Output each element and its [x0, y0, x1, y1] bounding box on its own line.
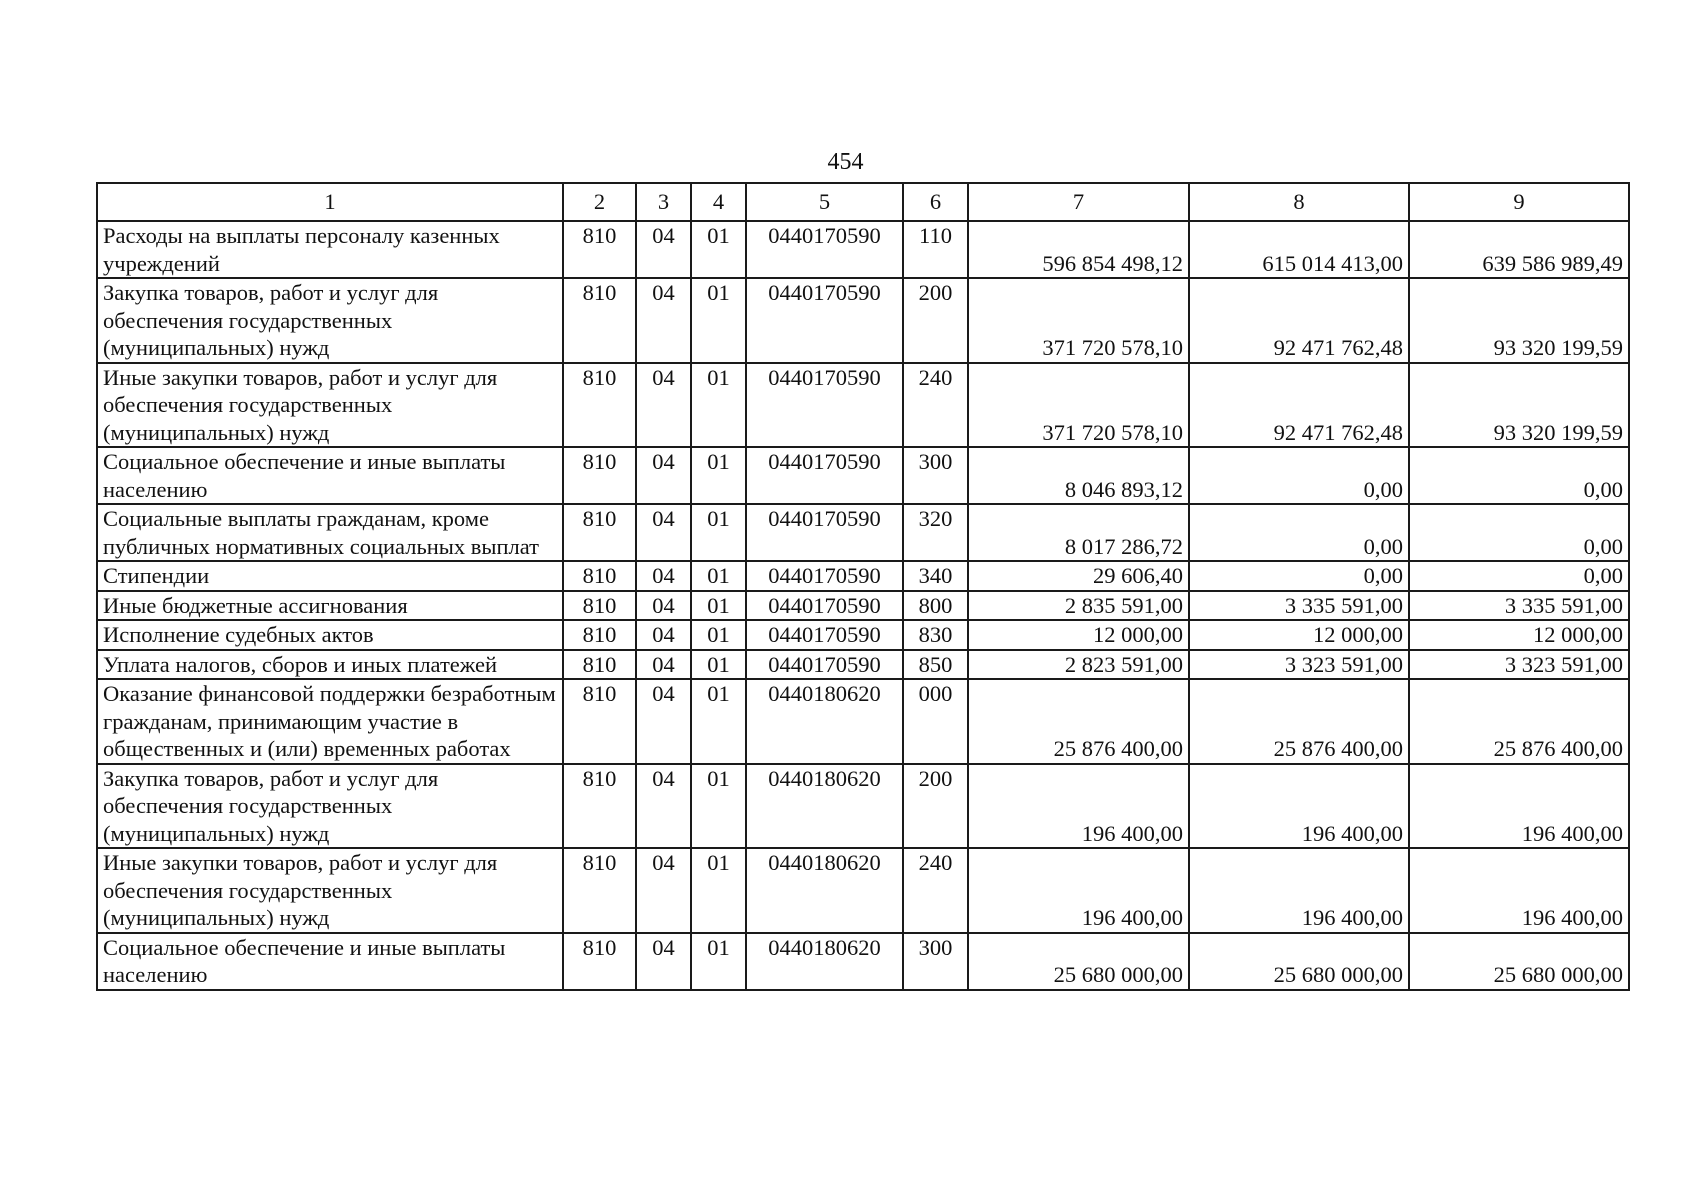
- table-row: [97, 278, 1629, 363]
- code-expense-type: 850: [903, 650, 968, 680]
- table-row: [97, 221, 1629, 278]
- code-section: 04: [636, 363, 691, 448]
- expense-name: Уплата налогов, сборов и иных платежей: [97, 650, 563, 680]
- amount-col-8: 0,00: [1189, 447, 1409, 504]
- amount-col-8: 3 323 591,00: [1189, 650, 1409, 680]
- code-expense-type: 000: [903, 679, 968, 764]
- code-target-article: 0440180620: [746, 848, 903, 933]
- code-ministry: 810: [563, 447, 636, 504]
- amount-col-7: 371 720 578,10: [968, 278, 1189, 363]
- code-expense-type: 800: [903, 591, 968, 621]
- column-header: 7: [968, 183, 1189, 221]
- table-row: [97, 561, 1629, 591]
- amount-col-9: 3 323 591,00: [1409, 650, 1629, 680]
- code-target-article: 0440170590: [746, 363, 903, 448]
- code-expense-type: 110: [903, 221, 968, 278]
- expense-name: Иные бюджетные ассигнования: [97, 591, 563, 621]
- code-target-article: 0440170590: [746, 620, 903, 650]
- amount-col-9: 25 876 400,00: [1409, 679, 1629, 764]
- code-subsection: 01: [691, 221, 746, 278]
- expense-name: Оказание финансовой поддержки безработным гражданам, принимающим участие в общественных и (или) временных работах: [97, 679, 563, 764]
- code-section: 04: [636, 221, 691, 278]
- amount-col-7: 196 400,00: [968, 764, 1189, 849]
- page-number: 454: [827, 149, 864, 175]
- expense-name: Расходы на выплаты персоналу казенных учреждений: [97, 221, 563, 278]
- expense-name: Иные закупки товаров, работ и услуг для обеспечения государственных (муниципальных) нужд: [97, 363, 563, 448]
- amount-col-7: 2 823 591,00: [968, 650, 1189, 680]
- code-expense-type: 830: [903, 620, 968, 650]
- expense-name: Социальное обеспечение и иные выплаты населению: [97, 447, 563, 504]
- amount-col-7: 8 046 893,12: [968, 447, 1189, 504]
- code-subsection: 01: [691, 764, 746, 849]
- column-header: 8: [1189, 183, 1409, 221]
- table-row: [97, 620, 1629, 650]
- amount-col-9: 0,00: [1409, 561, 1629, 591]
- amount-col-7: 12 000,00: [968, 620, 1189, 650]
- code-ministry: 810: [563, 679, 636, 764]
- code-target-article: 0440170590: [746, 591, 903, 621]
- amount-col-8: 0,00: [1189, 561, 1409, 591]
- code-subsection: 01: [691, 679, 746, 764]
- amount-col-9: 25 680 000,00: [1409, 933, 1629, 990]
- amount-col-9: 93 320 199,59: [1409, 363, 1629, 448]
- code-expense-type: 200: [903, 764, 968, 849]
- table-body: [97, 221, 1629, 990]
- code-target-article: 0440170590: [746, 447, 903, 504]
- code-ministry: 810: [563, 933, 636, 990]
- code-ministry: 810: [563, 591, 636, 621]
- code-expense-type: 300: [903, 933, 968, 990]
- code-section: 04: [636, 650, 691, 680]
- expense-name: Социальное обеспечение и иные выплаты населению: [97, 933, 563, 990]
- table-row: [97, 679, 1629, 764]
- code-ministry: 810: [563, 363, 636, 448]
- code-subsection: 01: [691, 363, 746, 448]
- amount-col-7: 196 400,00: [968, 848, 1189, 933]
- amount-col-8: 92 471 762,48: [1189, 363, 1409, 448]
- amount-col-8: 25 876 400,00: [1189, 679, 1409, 764]
- code-section: 04: [636, 933, 691, 990]
- code-subsection: 01: [691, 933, 746, 990]
- code-subsection: 01: [691, 447, 746, 504]
- code-section: 04: [636, 561, 691, 591]
- table-row: [97, 591, 1629, 621]
- code-section: 04: [636, 764, 691, 849]
- table-row: [97, 848, 1629, 933]
- amount-col-8: 196 400,00: [1189, 848, 1409, 933]
- table-row: [97, 764, 1629, 849]
- expense-name: Закупка товаров, работ и услуг для обеспечения государственных (муниципальных) нужд: [97, 278, 563, 363]
- column-header: 2: [563, 183, 636, 221]
- table-row: [97, 650, 1629, 680]
- column-header: 6: [903, 183, 968, 221]
- code-ministry: 810: [563, 650, 636, 680]
- column-header: 5: [746, 183, 903, 221]
- amount-col-7: 371 720 578,10: [968, 363, 1189, 448]
- expense-name: Исполнение судебных актов: [97, 620, 563, 650]
- amount-col-9: 12 000,00: [1409, 620, 1629, 650]
- code-section: 04: [636, 848, 691, 933]
- code-section: 04: [636, 447, 691, 504]
- code-section: 04: [636, 278, 691, 363]
- code-section: 04: [636, 591, 691, 621]
- budget-table: [96, 182, 1630, 991]
- code-ministry: 810: [563, 764, 636, 849]
- amount-col-9: 0,00: [1409, 447, 1629, 504]
- code-ministry: 810: [563, 620, 636, 650]
- amount-col-7: 25 876 400,00: [968, 679, 1189, 764]
- expense-name: Социальные выплаты гражданам, кроме публичных нормативных социальных выплат: [97, 504, 563, 561]
- code-subsection: 01: [691, 278, 746, 363]
- amount-col-8: 0,00: [1189, 504, 1409, 561]
- header-row: [97, 183, 1629, 221]
- code-target-article: 0440180620: [746, 764, 903, 849]
- code-section: 04: [636, 504, 691, 561]
- code-expense-type: 320: [903, 504, 968, 561]
- code-expense-type: 200: [903, 278, 968, 363]
- amount-col-9: 93 320 199,59: [1409, 278, 1629, 363]
- table-row: [97, 933, 1629, 990]
- column-header: 1: [97, 183, 563, 221]
- amount-col-8: 92 471 762,48: [1189, 278, 1409, 363]
- amount-col-9: 639 586 989,49: [1409, 221, 1629, 278]
- code-subsection: 01: [691, 504, 746, 561]
- amount-col-7: 8 017 286,72: [968, 504, 1189, 561]
- amount-col-8: 25 680 000,00: [1189, 933, 1409, 990]
- amount-col-9: 0,00: [1409, 504, 1629, 561]
- code-expense-type: 340: [903, 561, 968, 591]
- code-target-article: 0440170590: [746, 221, 903, 278]
- table-row: [97, 447, 1629, 504]
- code-subsection: 01: [691, 591, 746, 621]
- amount-col-7: 596 854 498,12: [968, 221, 1189, 278]
- code-subsection: 01: [691, 620, 746, 650]
- amount-col-7: 29 606,40: [968, 561, 1189, 591]
- code-ministry: 810: [563, 221, 636, 278]
- expense-name: Стипендии: [97, 561, 563, 591]
- code-target-article: 0440170590: [746, 278, 903, 363]
- code-target-article: 0440180620: [746, 679, 903, 764]
- code-subsection: 01: [691, 561, 746, 591]
- amount-col-7: 25 680 000,00: [968, 933, 1189, 990]
- code-section: 04: [636, 679, 691, 764]
- code-target-article: 0440180620: [746, 933, 903, 990]
- amount-col-8: 3 335 591,00: [1189, 591, 1409, 621]
- amount-col-7: 2 835 591,00: [968, 591, 1189, 621]
- amount-col-9: 196 400,00: [1409, 848, 1629, 933]
- code-ministry: 810: [563, 278, 636, 363]
- amount-col-8: 615 014 413,00: [1189, 221, 1409, 278]
- code-expense-type: 240: [903, 848, 968, 933]
- column-header: 4: [691, 183, 746, 221]
- amount-col-9: 196 400,00: [1409, 764, 1629, 849]
- code-subsection: 01: [691, 650, 746, 680]
- code-ministry: 810: [563, 848, 636, 933]
- column-header: 9: [1409, 183, 1629, 221]
- amount-col-8: 12 000,00: [1189, 620, 1409, 650]
- code-target-article: 0440170590: [746, 650, 903, 680]
- expense-name: Закупка товаров, работ и услуг для обеспечения государственных (муниципальных) нужд: [97, 764, 563, 849]
- code-ministry: 810: [563, 561, 636, 591]
- column-header: 3: [636, 183, 691, 221]
- code-subsection: 01: [691, 848, 746, 933]
- table-row: [97, 363, 1629, 448]
- code-target-article: 0440170590: [746, 504, 903, 561]
- amount-col-9: 3 335 591,00: [1409, 591, 1629, 621]
- code-expense-type: 240: [903, 363, 968, 448]
- amount-col-8: 196 400,00: [1189, 764, 1409, 849]
- code-expense-type: 300: [903, 447, 968, 504]
- code-ministry: 810: [563, 504, 636, 561]
- table-row: [97, 504, 1629, 561]
- code-section: 04: [636, 620, 691, 650]
- code-target-article: 0440170590: [746, 561, 903, 591]
- expense-name: Иные закупки товаров, работ и услуг для обеспечения государственных (муниципальных) нужд: [97, 848, 563, 933]
